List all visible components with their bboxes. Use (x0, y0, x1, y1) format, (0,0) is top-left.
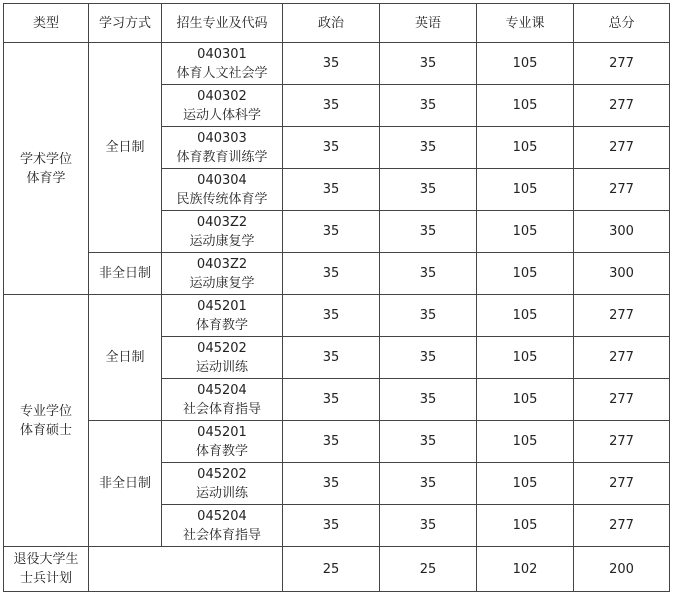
major-name: 民族传统体育学 (176, 191, 268, 207)
total-score: 277 (574, 169, 670, 211)
header-category: 类型 (4, 4, 89, 43)
major-code: 0403Z2 (196, 256, 248, 272)
total-score: 277 (574, 463, 670, 505)
english-score: 35 (380, 337, 477, 379)
politics-score: 35 (283, 127, 380, 169)
header-politics: 政治 (283, 4, 380, 43)
english-score: 35 (380, 421, 477, 463)
total-score: 277 (574, 337, 670, 379)
total-score: 200 (574, 547, 670, 592)
politics-score: 25 (283, 547, 380, 592)
major-code: 045204 (197, 508, 247, 524)
score-table (3, 3, 670, 592)
major-score: 105 (477, 337, 574, 379)
major-score: 105 (477, 43, 574, 85)
major-code: 045202 (197, 340, 247, 356)
major-code: 040301 (197, 46, 247, 62)
mode-fulltime: 全日制 (89, 295, 162, 421)
major-cell (162, 43, 283, 85)
major-score: 102 (477, 547, 574, 592)
major-cell (162, 421, 283, 463)
major-score: 105 (477, 253, 574, 295)
major-cell (162, 337, 283, 379)
header-study-mode: 学习方式 (89, 4, 162, 43)
politics-score: 35 (283, 463, 380, 505)
politics-score: 35 (283, 379, 380, 421)
english-score: 35 (380, 253, 477, 295)
politics-score: 35 (283, 421, 380, 463)
major-name: 社会体育指导 (182, 401, 261, 417)
major-name: 社会体育指导 (182, 527, 261, 543)
english-score: 35 (380, 463, 477, 505)
english-score: 35 (380, 379, 477, 421)
major-code: 040302 (197, 88, 247, 104)
major-score: 105 (477, 169, 574, 211)
major-name: 运动康复学 (189, 275, 255, 291)
politics-score: 35 (283, 253, 380, 295)
major-code: 045202 (197, 466, 247, 482)
major-cell (162, 295, 283, 337)
major-score: 105 (477, 85, 574, 127)
major-score: 105 (477, 421, 574, 463)
total-score: 277 (574, 127, 670, 169)
major-code: 045201 (197, 298, 247, 314)
header-row (4, 4, 670, 43)
major-code: 040304 (197, 172, 247, 188)
politics-score: 35 (283, 43, 380, 85)
header-english: 英语 (380, 4, 477, 43)
major-cell (162, 211, 283, 253)
english-score: 35 (380, 211, 477, 253)
major-cell (162, 253, 283, 295)
major-score: 105 (477, 379, 574, 421)
major-name: 体育教学 (195, 443, 248, 459)
english-score: 35 (380, 85, 477, 127)
major-name: 体育教学 (195, 317, 248, 333)
major-name: 体育教育训练学 (176, 149, 268, 165)
politics-score: 35 (283, 505, 380, 547)
english-score: 25 (380, 547, 477, 592)
major-code: 040303 (197, 130, 247, 146)
major-name: 运动训练 (195, 359, 248, 375)
major-cell (162, 505, 283, 547)
english-score: 35 (380, 295, 477, 337)
table-row (4, 421, 670, 463)
total-score: 277 (574, 421, 670, 463)
mode-parttime: 非全日制 (89, 253, 162, 295)
english-score: 35 (380, 169, 477, 211)
total-score: 300 (574, 253, 670, 295)
table-row (4, 43, 670, 85)
politics-score: 35 (283, 337, 380, 379)
table-row-veteran (4, 547, 670, 592)
total-score: 277 (574, 505, 670, 547)
politics-score: 35 (283, 211, 380, 253)
major-name: 体育人文社会学 (176, 65, 268, 81)
major-score: 105 (477, 463, 574, 505)
major-name: 运动人体科学 (182, 107, 261, 123)
category-professional: 专业学位 体育硕士 (4, 295, 89, 547)
category-veteran: 退役大学生 士兵计划 (4, 547, 89, 592)
major-cell (162, 169, 283, 211)
politics-score: 35 (283, 295, 380, 337)
major-cell (162, 463, 283, 505)
header-total: 总分 (574, 4, 670, 43)
table-row (4, 253, 670, 295)
major-name: 运动训练 (195, 485, 248, 501)
major-name: 运动康复学 (189, 233, 255, 249)
english-score: 35 (380, 43, 477, 85)
politics-score: 35 (283, 85, 380, 127)
politics-score: 35 (283, 169, 380, 211)
major-score: 105 (477, 295, 574, 337)
major-cell (162, 127, 283, 169)
veteran-empty-cell (89, 547, 283, 592)
mode-parttime: 非全日制 (89, 421, 162, 547)
total-score: 277 (574, 85, 670, 127)
major-code: 045204 (197, 382, 247, 398)
header-major-course: 专业课 (477, 4, 574, 43)
total-score: 300 (574, 211, 670, 253)
major-code: 0403Z2 (196, 214, 248, 230)
category-academic: 学术学位 体育学 (4, 43, 89, 295)
mode-fulltime: 全日制 (89, 43, 162, 253)
major-score: 105 (477, 505, 574, 547)
header-major-code: 招生专业及代码 (162, 4, 283, 43)
major-score: 105 (477, 127, 574, 169)
major-cell (162, 379, 283, 421)
total-score: 277 (574, 295, 670, 337)
major-cell (162, 85, 283, 127)
total-score: 277 (574, 43, 670, 85)
english-score: 35 (380, 127, 477, 169)
major-code: 045201 (197, 424, 247, 440)
major-score: 105 (477, 211, 574, 253)
total-score: 277 (574, 379, 670, 421)
table-row (4, 295, 670, 337)
english-score: 35 (380, 505, 477, 547)
